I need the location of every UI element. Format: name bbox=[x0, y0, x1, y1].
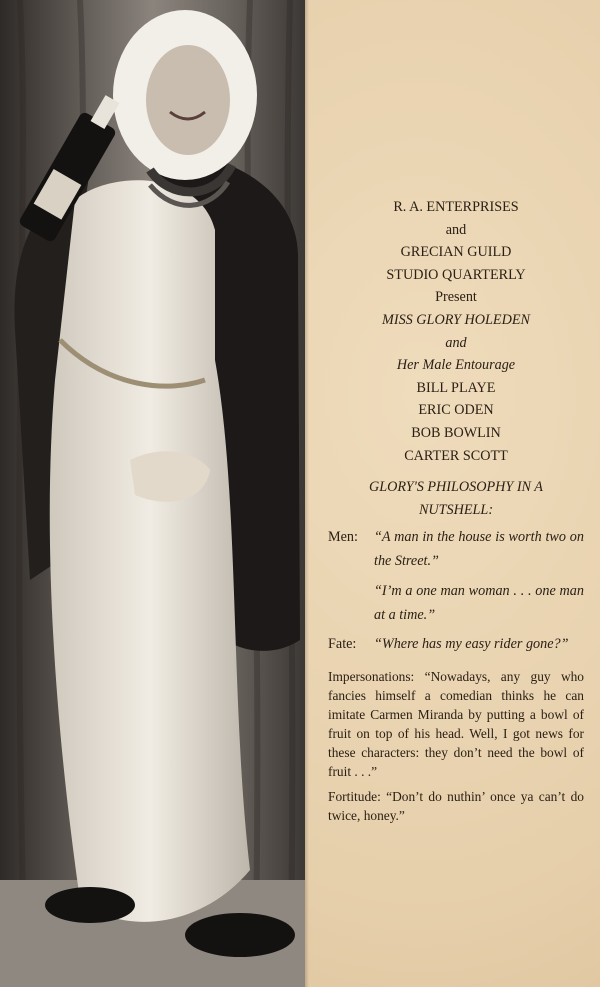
men-quote-1: “A man in the house is worth two on the Street.” bbox=[374, 529, 584, 569]
page-crease bbox=[305, 0, 309, 987]
guild-line-2: STUDIO QUARTERLY bbox=[386, 266, 526, 283]
text-column bbox=[328, 0, 584, 987]
philosophy-heading-line-2: NUTSHELL: bbox=[418, 501, 494, 518]
cast-member: BILL PLAYE bbox=[416, 379, 496, 396]
cast-member: BOB BOWLIN bbox=[411, 424, 501, 441]
philosophy-heading bbox=[328, 476, 584, 521]
guild-line-1: GRECIAN GUILD bbox=[400, 244, 512, 261]
present-line: Present bbox=[435, 289, 477, 306]
fate-label: Fate: bbox=[328, 636, 357, 652]
impersonations-paragraph: Impersonations: “Nowadays, any guy who fancies himself a comedian thinks he can imitate Carmen Miranda by putting a bowl of fruit on top of his head. Well, I got news for these characters: they don’t need the bowl of fruit . . .” bbox=[328, 669, 584, 779]
and-line-1: and bbox=[445, 221, 467, 238]
cast-member: ERIC ODEN bbox=[418, 402, 494, 419]
presenter: R. A. ENTERPRISES bbox=[393, 199, 519, 215]
fate-quote: “Where has my easy rider gone?” bbox=[374, 636, 569, 652]
fortitude-paragraph: Fortitude: “Don’t do nuthin’ once ya can’t do twice, honey.” bbox=[328, 789, 584, 823]
men-quote-row bbox=[328, 526, 584, 573]
fate-block bbox=[328, 633, 584, 657]
star-name: MISS GLORY HOLEDEN bbox=[382, 311, 530, 328]
men-quote-2-block bbox=[328, 580, 584, 627]
entourage-line: Her Male Entourage bbox=[396, 357, 516, 374]
men-label: Men: bbox=[328, 529, 358, 545]
cast-member: CARTER SCOTT bbox=[404, 447, 508, 464]
fate-quote-row bbox=[328, 633, 584, 657]
and-line-2: and bbox=[445, 334, 467, 351]
philosophy-heading-line-1: GLORY'S PHILOSOPHY IN A bbox=[369, 479, 543, 495]
men-quotes bbox=[328, 526, 584, 573]
credits-block bbox=[328, 196, 584, 467]
men-quote-2: “I’m a one man woman . . . one man at a time.” bbox=[374, 583, 584, 623]
